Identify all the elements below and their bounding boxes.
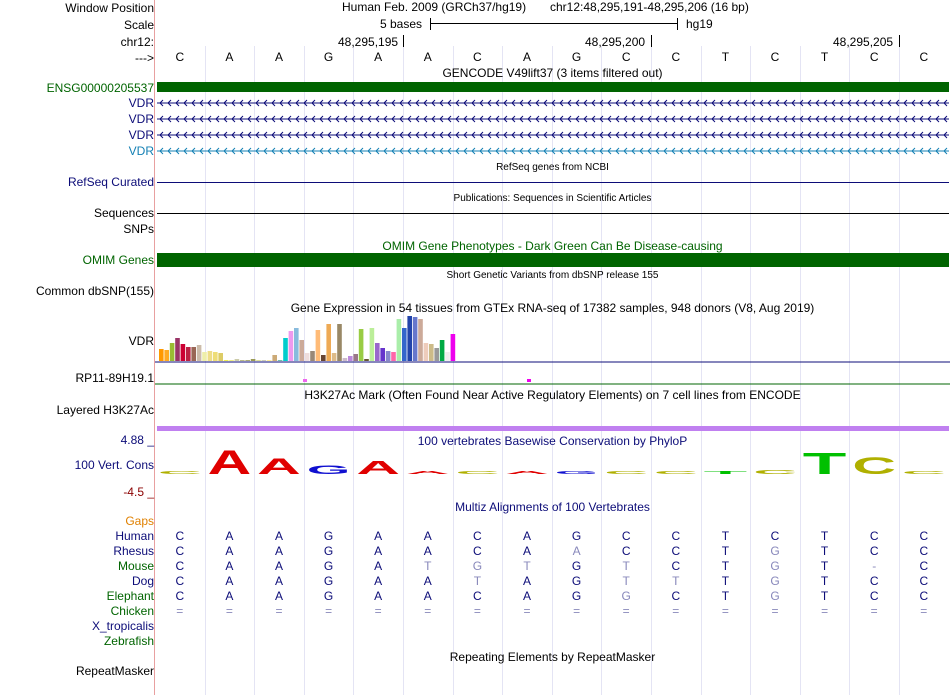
multiz-gaps-label[interactable]: Gaps <box>125 514 154 528</box>
gtex-tissue-bar <box>267 360 272 361</box>
multiz-base: A <box>225 544 234 558</box>
multiz-base: G <box>571 574 582 588</box>
refseq-line[interactable] <box>157 182 949 183</box>
gtex-tissue-bar <box>332 353 337 361</box>
multiz-base: A <box>522 589 531 603</box>
base-sequence-row <box>155 50 950 64</box>
multiz-base: G <box>571 589 582 603</box>
multiz-base: - <box>872 559 877 573</box>
multiz-species-label[interactable]: Human <box>115 529 154 543</box>
multiz-base: = <box>325 604 333 618</box>
multiz-base: A <box>374 574 383 588</box>
gencode-item-label[interactable]: VDR <box>128 128 154 142</box>
conservation-logo-letter: C <box>753 469 799 476</box>
gtex-tissue-bar-small <box>303 379 307 382</box>
gencode-gene-bar[interactable] <box>157 82 949 92</box>
multiz-base: = <box>523 604 531 618</box>
multiz-base: A <box>423 589 432 603</box>
multiz-base: A <box>225 559 234 573</box>
multiz-base: = <box>176 604 184 618</box>
multiz-base: = <box>672 604 680 618</box>
dbsnp-track-title[interactable]: Short Genetic Variants from dbSNP release 155 <box>446 270 659 281</box>
gtex-tissue-bar <box>402 328 407 361</box>
multiz-base: T <box>820 589 829 603</box>
gtex-tissue-bar-small <box>527 379 531 382</box>
gtex-bar-chart[interactable] <box>155 315 950 385</box>
multiz-base: A <box>374 589 383 603</box>
gtex-tissue-bar <box>305 353 310 361</box>
gtex-tissue-bar <box>229 360 234 361</box>
multiz-base: T <box>622 559 630 573</box>
multiz-base: G <box>323 529 334 543</box>
conservation-logo-letter: C <box>455 470 502 476</box>
gtex-tissue-bar <box>256 360 261 361</box>
multiz-base: T <box>820 574 829 588</box>
multiz-base: = <box>473 604 481 618</box>
multiz-base: = <box>870 604 878 618</box>
multiz-base: A <box>374 559 383 573</box>
multiz-base: = <box>275 604 283 618</box>
conservation-logo-letter: A <box>356 457 400 479</box>
h3k27ac-signal[interactable] <box>157 426 949 431</box>
multiz-base: A <box>423 529 432 543</box>
multiz-base: = <box>771 604 779 618</box>
conservation-logo-letter: G <box>554 470 599 476</box>
gtex-tissue-bar <box>375 343 380 361</box>
coord-label: 48,295,200 <box>585 35 646 49</box>
multiz-species-label[interactable]: Mouse <box>117 559 154 573</box>
multiz-base: T <box>721 589 730 603</box>
sequence-base: G <box>323 50 334 64</box>
gtex-tissue-bar <box>451 334 456 361</box>
multiz-base: = <box>424 604 432 618</box>
multiz-base: C <box>671 544 681 558</box>
multiz-base: A <box>274 559 283 573</box>
multiz-base: T <box>721 544 730 558</box>
coord-label: 48,295,205 <box>833 35 894 49</box>
sequence-base: T <box>820 50 829 64</box>
scale-label: Scale <box>123 18 154 32</box>
multiz-base: A <box>274 574 283 588</box>
assembly-text: Human Feb. 2009 (GRCh37/hg19) <box>342 0 527 14</box>
multiz-base: T <box>721 559 730 573</box>
gtex-tissue-bar <box>283 338 288 361</box>
gencode-intron-lines[interactable] <box>157 96 949 160</box>
h3k27ac-track-title[interactable]: H3K27Ac Mark (Often Found Near Active Regulatory Elements) on 7 cell lines from ENCODE <box>304 388 801 402</box>
conservation-logo-letter: T <box>802 445 847 482</box>
gtex-tissue-bar <box>272 355 277 361</box>
gencode-item-label[interactable]: VDR <box>128 96 154 110</box>
gencode-track-title[interactable]: GENCODE V49lift37 (3 items filtered out) <box>442 66 663 80</box>
scale-bar <box>430 23 678 24</box>
gtex-tissue-bar <box>380 348 385 361</box>
multiz-species-label[interactable]: Rhesus <box>113 544 154 558</box>
publications-track-label[interactable]: Sequences <box>93 206 154 220</box>
publications-line[interactable] <box>157 213 949 214</box>
multiz-base: G <box>472 559 483 573</box>
gtex-tissue-bar <box>197 345 202 361</box>
multiz-base: C <box>473 589 482 603</box>
gtex-tissue-bar <box>170 343 175 361</box>
multiz-base: A <box>572 544 581 558</box>
gtex-tissue-bar <box>370 328 375 361</box>
multiz-base: T <box>672 574 680 588</box>
multiz-base: C <box>869 574 879 588</box>
gtex-tissue-bar <box>202 352 207 361</box>
multiz-species-label[interactable]: Dog <box>131 574 154 588</box>
multiz-base: G <box>323 559 334 573</box>
gtex-tissue-bar <box>186 347 191 361</box>
gtex-tissue-bar <box>262 360 267 361</box>
multiz-base: G <box>323 589 334 603</box>
chrom-label: chr12: <box>120 35 154 49</box>
gtex-tissue-bar <box>164 350 169 361</box>
refseq-track-label[interactable]: RefSeq Curated <box>67 175 154 189</box>
gtex-tissue-bar <box>364 359 369 361</box>
multiz-base: T <box>820 529 829 543</box>
multiz-base: G <box>323 544 334 558</box>
multiz-base: G <box>621 589 631 603</box>
multiz-base: C <box>869 589 879 603</box>
gtex-track-label[interactable]: VDR <box>128 334 154 348</box>
multiz-base: T <box>820 544 829 558</box>
conservation-logo-letter: C <box>902 470 948 476</box>
multiz-base: C <box>175 574 185 588</box>
gtex-tissue-bar <box>316 330 321 361</box>
gtex-tissue-bar <box>440 340 445 361</box>
gtex-tissue-bar <box>294 328 299 361</box>
gtex-tissue-bar <box>278 360 283 361</box>
multiz-base: = <box>622 604 630 618</box>
gtex-tissue-bar <box>424 343 429 361</box>
multiz-base: C <box>919 529 929 543</box>
window-position-label: Window Position <box>65 1 154 15</box>
conservation-logo[interactable] <box>155 443 950 488</box>
repeatmasker-track-title[interactable]: Repeating Elements by RepeatMasker <box>449 650 656 664</box>
sequence-base: C <box>175 50 185 64</box>
position-text: chr12:48,295,191-48,295,206 (16 bp) <box>550 0 749 14</box>
multiz-base: T <box>721 529 730 543</box>
gtex-tissue-bar <box>235 359 240 361</box>
multiz-species-label[interactable]: Zebrafish <box>103 634 154 648</box>
conservation-logo-letter: G <box>306 463 351 477</box>
strand-arrow-label[interactable]: ---> <box>135 51 154 65</box>
multiz-base: A <box>225 529 234 543</box>
multiz-base: C <box>621 544 631 558</box>
conservation-min-label: -4.5 _ <box>123 485 154 499</box>
multiz-species-label[interactable]: Elephant <box>106 589 154 603</box>
multiz-base: C <box>869 529 879 543</box>
multiz-base: A <box>522 529 531 543</box>
dbsnp-track-label[interactable]: Common dbSNP(155) <box>35 284 154 298</box>
multiz-base: A <box>274 529 283 543</box>
gtex-track-label-2[interactable]: RP11-89H19.1 <box>75 371 154 385</box>
gtex-tissue-bar <box>218 353 223 361</box>
multiz-base: A <box>374 529 383 543</box>
multiz-base: C <box>175 529 185 543</box>
sequence-base: A <box>225 50 234 64</box>
omim-bar[interactable] <box>157 253 949 267</box>
scale-text: 5 bases <box>380 17 423 31</box>
multiz-base: T <box>820 559 829 573</box>
gtex-tissue-bar <box>337 324 342 361</box>
multiz-base: T <box>622 574 630 588</box>
multiz-base: C <box>175 589 185 603</box>
publications-track-title[interactable]: Publications: Sequences in Scientific Articles <box>453 193 652 204</box>
conservation-logo-letter: C <box>604 470 651 476</box>
repeatmasker-track-label[interactable]: RepeatMasker <box>75 664 154 678</box>
multiz-base: C <box>175 544 185 558</box>
multiz-base: T <box>473 574 482 588</box>
sequence-base: C <box>770 50 780 64</box>
coord-label: 48,295,195 <box>338 35 399 49</box>
multiz-base: G <box>770 574 780 588</box>
multiz-base: A <box>374 544 383 558</box>
multiz-base: C <box>621 529 631 543</box>
coord-tick <box>651 35 652 47</box>
conservation-logo-letter: A <box>207 443 252 482</box>
multiz-base: C <box>671 589 681 603</box>
multiz-base: A <box>274 544 283 558</box>
gtex-tissue-bar <box>397 319 402 361</box>
sequence-base: C <box>869 50 879 64</box>
coord-tick <box>899 35 900 47</box>
multiz-base: G <box>770 544 780 558</box>
conservation-logo-letter: C <box>654 470 700 476</box>
multiz-base: G <box>571 559 582 573</box>
gtex-tissue-bar <box>386 351 391 361</box>
gencode-item-label[interactable]: VDR <box>128 112 154 126</box>
multiz-base: C <box>869 544 879 558</box>
conservation-logo-letter: A <box>505 470 552 476</box>
omim-track-label[interactable]: OMIM Genes <box>82 253 154 267</box>
multiz-species-label[interactable]: X_tropicalis <box>91 619 154 633</box>
multiz-base: G <box>323 574 334 588</box>
multiz-base: A <box>423 574 432 588</box>
gtex-tissue-bar <box>191 347 196 361</box>
sequence-base: T <box>721 50 730 64</box>
multiz-base: C <box>671 529 681 543</box>
multiz-base: T <box>721 574 730 588</box>
multiz-base: C <box>770 529 780 543</box>
h3k27ac-track-label[interactable]: Layered H3K27Ac <box>56 403 154 417</box>
multiz-base: C <box>175 559 185 573</box>
conservation-track-title[interactable]: 100 vertebrates Basewise Conservation by PhyloP <box>417 434 688 448</box>
sequence-base: A <box>522 50 531 64</box>
multiz-base: T <box>424 559 432 573</box>
db-text: hg19 <box>686 17 713 31</box>
conservation-track-label[interactable]: 100 Vert. Cons <box>74 458 154 472</box>
gtex-tissue-bar <box>326 324 331 361</box>
gtex-tissue-bar <box>289 331 294 361</box>
gtex-tissue-bar <box>343 358 348 361</box>
sequence-base: A <box>274 50 283 64</box>
gtex-tissue-bar <box>224 360 229 361</box>
conservation-logo-letter: C <box>852 452 897 480</box>
multiz-base: = <box>721 604 729 618</box>
multiz-base: C <box>671 559 681 573</box>
gtex-tissue-bar <box>348 356 353 361</box>
gtex-tissue-bar <box>159 349 164 361</box>
multiz-base: = <box>225 604 233 618</box>
gtex-tissue-bar <box>240 360 245 361</box>
multiz-base: A <box>423 544 432 558</box>
coord-tick <box>403 35 404 47</box>
scale-bar-right-tick <box>677 18 678 30</box>
gtex-track-title[interactable]: Gene Expression in 54 tissues from GTEx RNA-seq of 17382 samples, 948 donors (V8, Aug 2019) <box>290 301 815 315</box>
gtex-tissue-bar <box>299 340 304 361</box>
gtex-tissue-bar <box>413 317 418 361</box>
gtex-tissue-bar <box>407 316 412 361</box>
sequence-base: C <box>671 50 681 64</box>
multiz-base: = <box>920 604 928 618</box>
multiz-base: C <box>919 589 929 603</box>
gtex-tissue-bar <box>391 352 396 361</box>
multiz-base: G <box>571 529 582 543</box>
gtex-tissue-bar <box>208 351 213 361</box>
sequence-base: A <box>374 50 383 64</box>
multiz-base: T <box>523 559 531 573</box>
gencode-item-label[interactable]: ENSG00000205537 <box>46 81 154 95</box>
gtex-tissue-bar <box>418 319 423 361</box>
gtex-tissue-bar <box>321 355 326 361</box>
sequence-base: A <box>423 50 432 64</box>
multiz-base: C <box>473 544 482 558</box>
multiz-base: C <box>919 574 929 588</box>
multiz-base: A <box>522 544 531 558</box>
sequence-base: C <box>621 50 631 64</box>
sequence-base: C <box>473 50 482 64</box>
multiz-base: A <box>522 574 531 588</box>
gtex-tissue-bar <box>175 338 180 361</box>
gtex-tissue-bar <box>429 344 434 361</box>
snps-label[interactable]: SNPs <box>123 222 154 236</box>
sequence-base: G <box>571 50 582 64</box>
multiz-base: C <box>919 559 929 573</box>
omim-track-title[interactable]: OMIM Gene Phenotypes - Dark Green Can Be Disease-causing <box>382 239 723 253</box>
gtex-tissue-bar <box>359 329 364 361</box>
gtex-tissue-bar <box>213 352 218 361</box>
multiz-base: A <box>274 589 283 603</box>
gtex-tissue-bar <box>181 344 186 361</box>
gtex-tissue-bar <box>434 348 439 361</box>
gtex-tissue-bar <box>245 360 250 361</box>
multiz-species-label[interactable]: Chicken <box>110 604 154 618</box>
multiz-base: = <box>821 604 829 618</box>
multiz-base: C <box>919 544 929 558</box>
multiz-base: = <box>374 604 382 618</box>
refseq-track-title[interactable]: RefSeq genes from NCBI <box>496 162 609 173</box>
gtex-tissue-bar <box>310 351 315 361</box>
sequence-base: C <box>919 50 929 64</box>
multiz-base: A <box>225 589 234 603</box>
multiz-base: C <box>473 529 482 543</box>
multiz-track-title[interactable]: Multiz Alignments of 100 Vertebrates <box>455 500 650 514</box>
multiz-base: = <box>573 604 581 618</box>
scale-bar-left-tick <box>430 18 431 30</box>
conservation-logo-letter: A <box>406 470 452 476</box>
conservation-max-label: 4.88 _ <box>120 433 154 447</box>
gencode-item-label[interactable]: VDR <box>128 144 154 158</box>
gtex-tissue-bar <box>445 352 450 361</box>
multiz-base: G <box>770 589 780 603</box>
gtex-tissue-bar <box>251 359 256 361</box>
multiz-base: A <box>225 574 234 588</box>
conservation-logo-letter: C <box>158 470 204 476</box>
conservation-logo-letter: A <box>257 455 301 480</box>
gtex-tissue-bar <box>353 354 358 361</box>
multiz-base: G <box>770 559 780 573</box>
conservation-logo-letter: T <box>703 470 748 476</box>
